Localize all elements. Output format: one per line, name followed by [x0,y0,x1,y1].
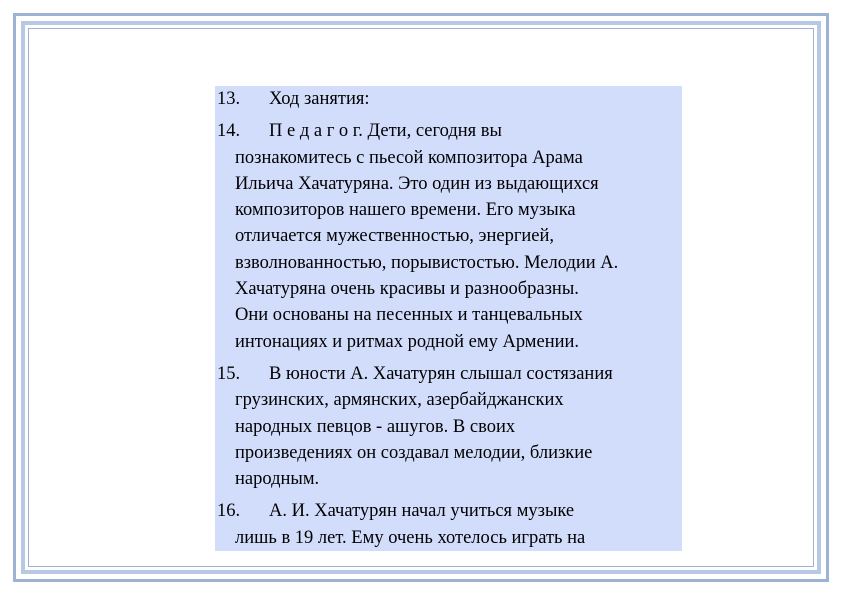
paragraph-line: Хачатуряна очень красивы и разнообразны. [235,279,579,300]
paragraph-number: 15. [217,363,241,384]
paragraph-line: В юности А. Хачатурян слышал состязания [269,363,613,384]
paragraph-line: интонациях и ритмах родной ему Армении. [235,331,580,352]
paragraph-line: взволнованностью, порывистостью. Мелодии А. [235,252,619,273]
paragraph-line: лишь в 19 лет. Ему очень хотелось играть на [235,527,586,548]
paragraph-line: народных певцов - ашугов. В своих [235,416,516,437]
paragraph-line: народным. [235,469,320,490]
paragraph-line: П е д а г о г. Дети, сегодня вы [269,121,502,142]
paragraph-line: отличается мужественностью, энергией, [235,226,555,247]
paragraph-15 [215,361,682,492]
text-box[interactable] [215,86,682,551]
paragraph-number: 13. [217,89,241,109]
paragraph-14 [215,118,682,355]
paragraph-line: композиторов нашего времени. Его музыка [235,200,576,221]
paragraph-line: Ильича Хачатуряна. Это один из выдающихся [235,173,599,194]
paragraph-line: А. И. Хачатурян начал учиться музыке [269,501,575,522]
paragraph-number: 14. [217,121,241,142]
paragraph-line: произведениях он создавал мелодии, близкие [235,442,593,463]
paragraph-line: Они основаны на песенных и танцевальных [235,305,583,326]
paragraph-line: познакомитесь с пьесой композитора Арама [235,147,583,168]
paragraph-13 [215,86,682,112]
paragraph-line: грузинских, армянских, азербайджанских [235,390,564,411]
paragraph-number: 16. [217,501,241,522]
paragraph-16 [215,498,682,551]
paragraph-line: Ход занятия: [269,89,370,109]
